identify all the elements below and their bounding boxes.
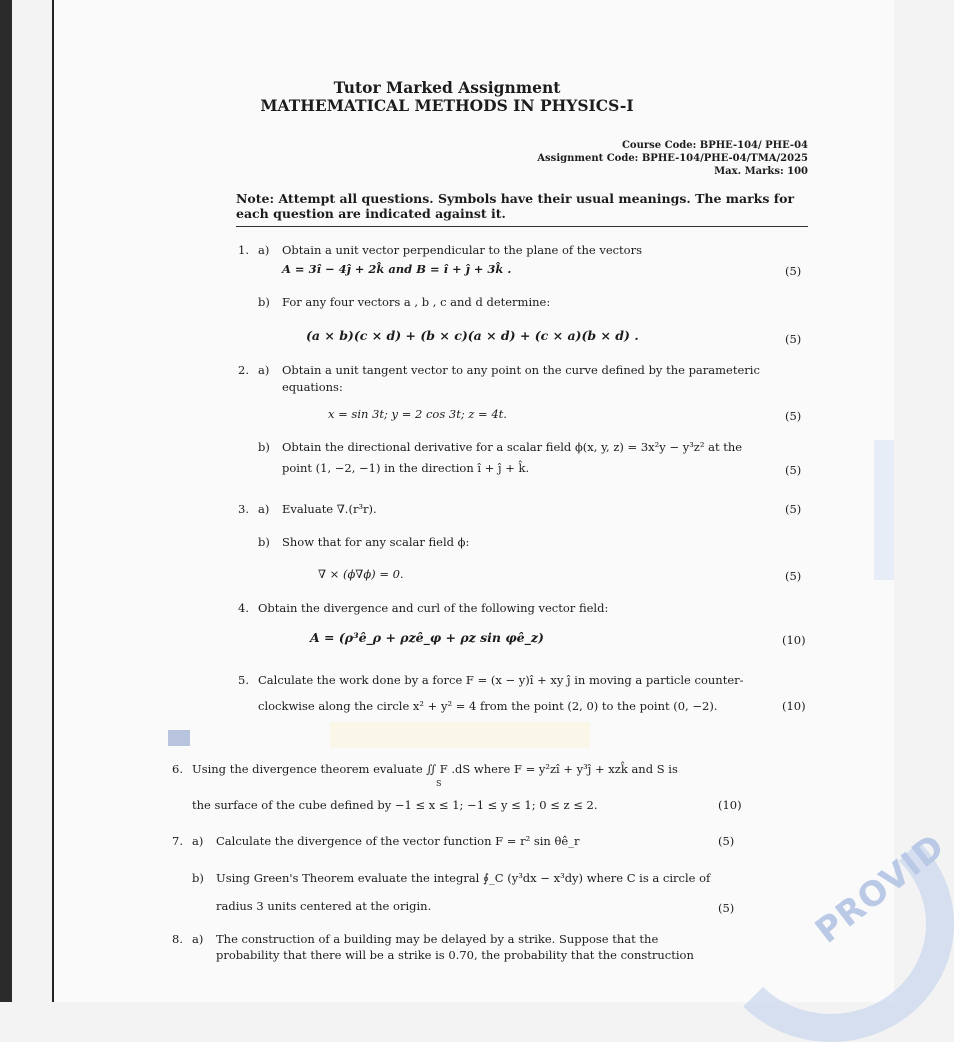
assignment-title: Tutor Marked Assignment (333, 78, 561, 97)
course-title: MATHEMATICAL METHODS IN PHYSICS-I (260, 96, 634, 115)
question-text: Obtain a unit vector perpendicular to the plane of the vectors (282, 243, 643, 257)
integral-subscript: S (436, 779, 442, 788)
marks: (5) (785, 332, 802, 346)
question-text: probability that there will be a strike is 0.70, the probability that the construction (216, 948, 694, 962)
marks: (10) (718, 798, 742, 812)
question-text: Using Green's Theorem evaluate the integral ∮_C (y³dx − x³dy) where C is a circle of (216, 871, 711, 885)
blue-square-mark (168, 730, 190, 746)
marks: (10) (782, 699, 806, 713)
course-code: Course Code: BPHE-104/ PHE-04 (621, 140, 808, 151)
question-number: 1. (238, 243, 249, 257)
equation: ∇ × (ϕ∇ϕ) = 0. (318, 567, 404, 581)
question-text: the surface of the cube defined by −1 ≤ x ≤ 1; −1 ≤ y ≤ 1; 0 ≤ z ≤ 2. (192, 798, 598, 812)
equation: (a × b)(c × d) + (b × c)(a × d) + (c × a)(b × d) . (306, 328, 639, 343)
question-number: 3. (238, 502, 249, 516)
question-number: 2. (238, 363, 249, 377)
question-text: Evaluate ∇.(r³r). (282, 502, 377, 516)
watermark-shade (874, 440, 894, 580)
marks: (5) (718, 901, 735, 915)
question-text: Calculate the divergence of the vector function F = r² sin θê_r (216, 834, 580, 848)
question-number: 6. (172, 762, 183, 776)
header-divider (236, 226, 808, 227)
question-number: 7. (172, 834, 183, 848)
question-text: clockwise along the circle x² + y² = 4 from the point (2, 0) to the point (0, −2). (258, 699, 718, 713)
equation: x = sin 3t; y = 2 cos 3t; z = 4t. (328, 407, 507, 421)
question-text: Using the divergence theorem evaluate ∬ F .dS where F = y²zî + y³ĵ + xzk̂ and S is (192, 762, 678, 776)
question-number: 8. (172, 932, 183, 946)
question-number: 5. (238, 673, 249, 687)
marks: (5) (785, 463, 802, 477)
question-text: For any four vectors a , b , c and d determine: (282, 295, 551, 309)
part-label: a) (192, 834, 204, 848)
question-text: Obtain the divergence and curl of the following vector field: (258, 601, 609, 615)
watermark-text: PROVID (808, 826, 953, 952)
assignment-code: Assignment Code: BPHE-104/PHE-04/TMA/2025 (537, 153, 808, 164)
part-label: b) (258, 440, 270, 454)
instructions-note: Note: Attempt all questions. Symbols have their usual meanings. The marks for each question are indicated against it. (236, 191, 795, 221)
marks: (5) (718, 834, 735, 848)
question-text: equations: (282, 380, 343, 394)
marks: (10) (782, 633, 806, 647)
question-text: point (1, −2, −1) in the direction î + ĵ + k̂. (282, 461, 530, 475)
question-text: Obtain a unit tangent vector to any point on the curve defined by the parameteric (282, 363, 760, 377)
window-edge (0, 0, 12, 1002)
marks: (5) (785, 569, 802, 583)
equation: A = 3î − 4ĵ + 2k̂ and B = î + ĵ + 3k̂ . (282, 262, 512, 276)
question-text: The construction of a building may be delayed by a strike. Suppose that the (216, 932, 659, 946)
marks: (5) (785, 409, 802, 423)
marks: (5) (785, 264, 802, 278)
part-label: a) (192, 932, 204, 946)
equation: A = (ρ³ê_ρ + ρzê_φ + ρz sin φê_z) (310, 630, 544, 645)
page-border (52, 0, 54, 1002)
marks: (5) (785, 502, 802, 516)
highlight-band (330, 722, 590, 748)
part-label: a) (258, 243, 270, 257)
question-number: 4. (238, 601, 249, 615)
part-label: a) (258, 363, 270, 377)
max-marks: Max. Marks: 100 (714, 166, 808, 177)
part-label: b) (192, 871, 204, 885)
part-label: a) (258, 502, 270, 516)
question-text: Calculate the work done by a force F = (x − y)î + xy ĵ in moving a particle counter- (258, 673, 744, 687)
part-label: b) (258, 295, 270, 309)
question-text: radius 3 units centered at the origin. (216, 899, 432, 913)
part-label: b) (258, 535, 270, 549)
question-text: Show that for any scalar field ϕ: (282, 535, 470, 549)
question-text: Obtain the directional derivative for a scalar field ϕ(x, y, z) = 3x²y − y³z² at the (282, 440, 743, 454)
